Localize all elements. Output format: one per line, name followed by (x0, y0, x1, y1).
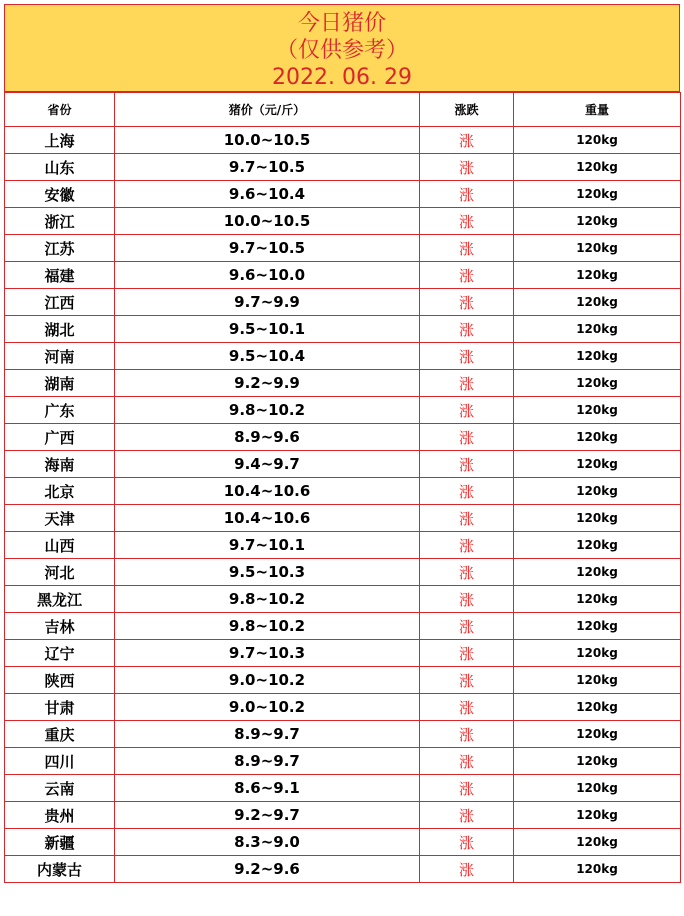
price-cell: 9.7~10.5 (115, 154, 420, 181)
price-cell: 10.4~10.6 (115, 505, 420, 532)
province-cell: 上海 (5, 127, 115, 154)
table-row (5, 208, 681, 235)
province-cell: 重庆 (5, 721, 115, 748)
price-cell: 9.0~10.2 (115, 694, 420, 721)
province-cell: 浙江 (5, 208, 115, 235)
province-cell: 河南 (5, 343, 115, 370)
table-row (5, 451, 681, 478)
province-cell: 江苏 (5, 235, 115, 262)
weight-cell: 120kg (514, 451, 681, 478)
province-cell: 海南 (5, 451, 115, 478)
price-table (4, 92, 681, 883)
table-row (5, 424, 681, 451)
column-header-trend: 涨跌 (420, 93, 514, 127)
price-cell: 8.6~9.1 (115, 775, 420, 802)
weight-cell: 120kg (514, 694, 681, 721)
page-subtitle: （仅供参考） (275, 38, 408, 63)
page-date: 2022. 06. 29 (272, 65, 412, 90)
price-cell: 9.5~10.4 (115, 343, 420, 370)
weight-cell: 120kg (514, 208, 681, 235)
price-cell: 9.2~9.9 (115, 370, 420, 397)
weight-cell: 120kg (514, 829, 681, 856)
weight-cell: 120kg (514, 262, 681, 289)
table-row (5, 397, 681, 424)
table-row (5, 127, 681, 154)
weight-cell: 120kg (514, 478, 681, 505)
column-header-price: 猪价（元/斤） (115, 93, 420, 127)
weight-cell: 120kg (514, 613, 681, 640)
trend-cell: 涨 (420, 721, 514, 748)
price-cell: 9.5~10.1 (115, 316, 420, 343)
price-cell: 8.9~9.7 (115, 721, 420, 748)
province-cell: 黑龙江 (5, 586, 115, 613)
table-row (5, 343, 681, 370)
trend-cell: 涨 (420, 802, 514, 829)
trend-cell: 涨 (420, 505, 514, 532)
column-header-province: 省份 (5, 93, 115, 127)
province-cell: 广东 (5, 397, 115, 424)
province-cell: 山西 (5, 532, 115, 559)
weight-cell: 120kg (514, 343, 681, 370)
trend-cell: 涨 (420, 343, 514, 370)
province-cell: 四川 (5, 748, 115, 775)
page-title: 今日猪价 (297, 11, 386, 36)
price-cell: 9.7~9.9 (115, 289, 420, 316)
price-cell: 9.8~10.2 (115, 397, 420, 424)
table-row (5, 721, 681, 748)
province-cell: 北京 (5, 478, 115, 505)
weight-cell: 120kg (514, 640, 681, 667)
trend-cell: 涨 (420, 181, 514, 208)
trend-cell: 涨 (420, 532, 514, 559)
trend-cell: 涨 (420, 586, 514, 613)
price-cell: 10.0~10.5 (115, 208, 420, 235)
province-cell: 山东 (5, 154, 115, 181)
table-row (5, 667, 681, 694)
price-cell: 10.4~10.6 (115, 478, 420, 505)
weight-cell: 120kg (514, 802, 681, 829)
weight-cell: 120kg (514, 370, 681, 397)
trend-cell: 涨 (420, 640, 514, 667)
weight-cell: 120kg (514, 856, 681, 883)
table-row (5, 154, 681, 181)
trend-cell: 涨 (420, 694, 514, 721)
price-cell: 8.3~9.0 (115, 829, 420, 856)
trend-cell: 涨 (420, 829, 514, 856)
price-cell: 9.6~10.4 (115, 181, 420, 208)
price-cell: 9.8~10.2 (115, 586, 420, 613)
trend-cell: 涨 (420, 289, 514, 316)
trend-cell: 涨 (420, 424, 514, 451)
province-cell: 河北 (5, 559, 115, 586)
column-header-weight: 重量 (514, 93, 681, 127)
trend-cell: 涨 (420, 667, 514, 694)
table-row (5, 262, 681, 289)
weight-cell: 120kg (514, 748, 681, 775)
table-row (5, 640, 681, 667)
weight-cell: 120kg (514, 667, 681, 694)
price-cell: 9.2~9.7 (115, 802, 420, 829)
weight-cell: 120kg (514, 424, 681, 451)
price-cell: 9.7~10.1 (115, 532, 420, 559)
table-header-row (5, 93, 681, 127)
province-cell: 江西 (5, 289, 115, 316)
weight-cell: 120kg (514, 316, 681, 343)
trend-cell: 涨 (420, 451, 514, 478)
province-cell: 天津 (5, 505, 115, 532)
table-row (5, 181, 681, 208)
province-cell: 陕西 (5, 667, 115, 694)
title-banner (4, 4, 680, 92)
province-cell: 安徽 (5, 181, 115, 208)
table-row (5, 559, 681, 586)
weight-cell: 120kg (514, 586, 681, 613)
province-cell: 甘肃 (5, 694, 115, 721)
table-row (5, 586, 681, 613)
weight-cell: 120kg (514, 397, 681, 424)
province-cell: 广西 (5, 424, 115, 451)
trend-cell: 涨 (420, 559, 514, 586)
price-cell: 8.9~9.7 (115, 748, 420, 775)
weight-cell: 120kg (514, 127, 681, 154)
province-cell: 内蒙古 (5, 856, 115, 883)
price-cell: 10.0~10.5 (115, 127, 420, 154)
province-cell: 贵州 (5, 802, 115, 829)
price-cell: 9.5~10.3 (115, 559, 420, 586)
trend-cell: 涨 (420, 397, 514, 424)
trend-cell: 涨 (420, 748, 514, 775)
trend-cell: 涨 (420, 775, 514, 802)
price-cell: 9.7~10.3 (115, 640, 420, 667)
province-cell: 湖北 (5, 316, 115, 343)
price-cell: 9.4~9.7 (115, 451, 420, 478)
table-row (5, 613, 681, 640)
weight-cell: 120kg (514, 181, 681, 208)
trend-cell: 涨 (420, 478, 514, 505)
weight-cell: 120kg (514, 775, 681, 802)
table-row (5, 775, 681, 802)
province-cell: 辽宁 (5, 640, 115, 667)
table-row (5, 289, 681, 316)
weight-cell: 120kg (514, 532, 681, 559)
price-cell: 9.6~10.0 (115, 262, 420, 289)
price-cell: 9.2~9.6 (115, 856, 420, 883)
weight-cell: 120kg (514, 721, 681, 748)
province-cell: 福建 (5, 262, 115, 289)
weight-cell: 120kg (514, 505, 681, 532)
price-cell: 9.0~10.2 (115, 667, 420, 694)
price-sheet (4, 4, 680, 883)
table-body (5, 127, 681, 883)
trend-cell: 涨 (420, 856, 514, 883)
province-cell: 湖南 (5, 370, 115, 397)
province-cell: 新疆 (5, 829, 115, 856)
trend-cell: 涨 (420, 613, 514, 640)
table-row (5, 694, 681, 721)
table-row (5, 829, 681, 856)
trend-cell: 涨 (420, 235, 514, 262)
price-cell: 8.9~9.6 (115, 424, 420, 451)
weight-cell: 120kg (514, 154, 681, 181)
weight-cell: 120kg (514, 235, 681, 262)
weight-cell: 120kg (514, 289, 681, 316)
table-row (5, 856, 681, 883)
table-row (5, 370, 681, 397)
trend-cell: 涨 (420, 316, 514, 343)
trend-cell: 涨 (420, 127, 514, 154)
price-cell: 9.7~10.5 (115, 235, 420, 262)
table-row (5, 235, 681, 262)
trend-cell: 涨 (420, 154, 514, 181)
trend-cell: 涨 (420, 262, 514, 289)
price-cell: 9.8~10.2 (115, 613, 420, 640)
table-row (5, 748, 681, 775)
weight-cell: 120kg (514, 559, 681, 586)
table-row (5, 532, 681, 559)
table-row (5, 316, 681, 343)
table-row (5, 505, 681, 532)
table-row (5, 802, 681, 829)
trend-cell: 涨 (420, 208, 514, 235)
province-cell: 吉林 (5, 613, 115, 640)
trend-cell: 涨 (420, 370, 514, 397)
table-row (5, 478, 681, 505)
province-cell: 云南 (5, 775, 115, 802)
